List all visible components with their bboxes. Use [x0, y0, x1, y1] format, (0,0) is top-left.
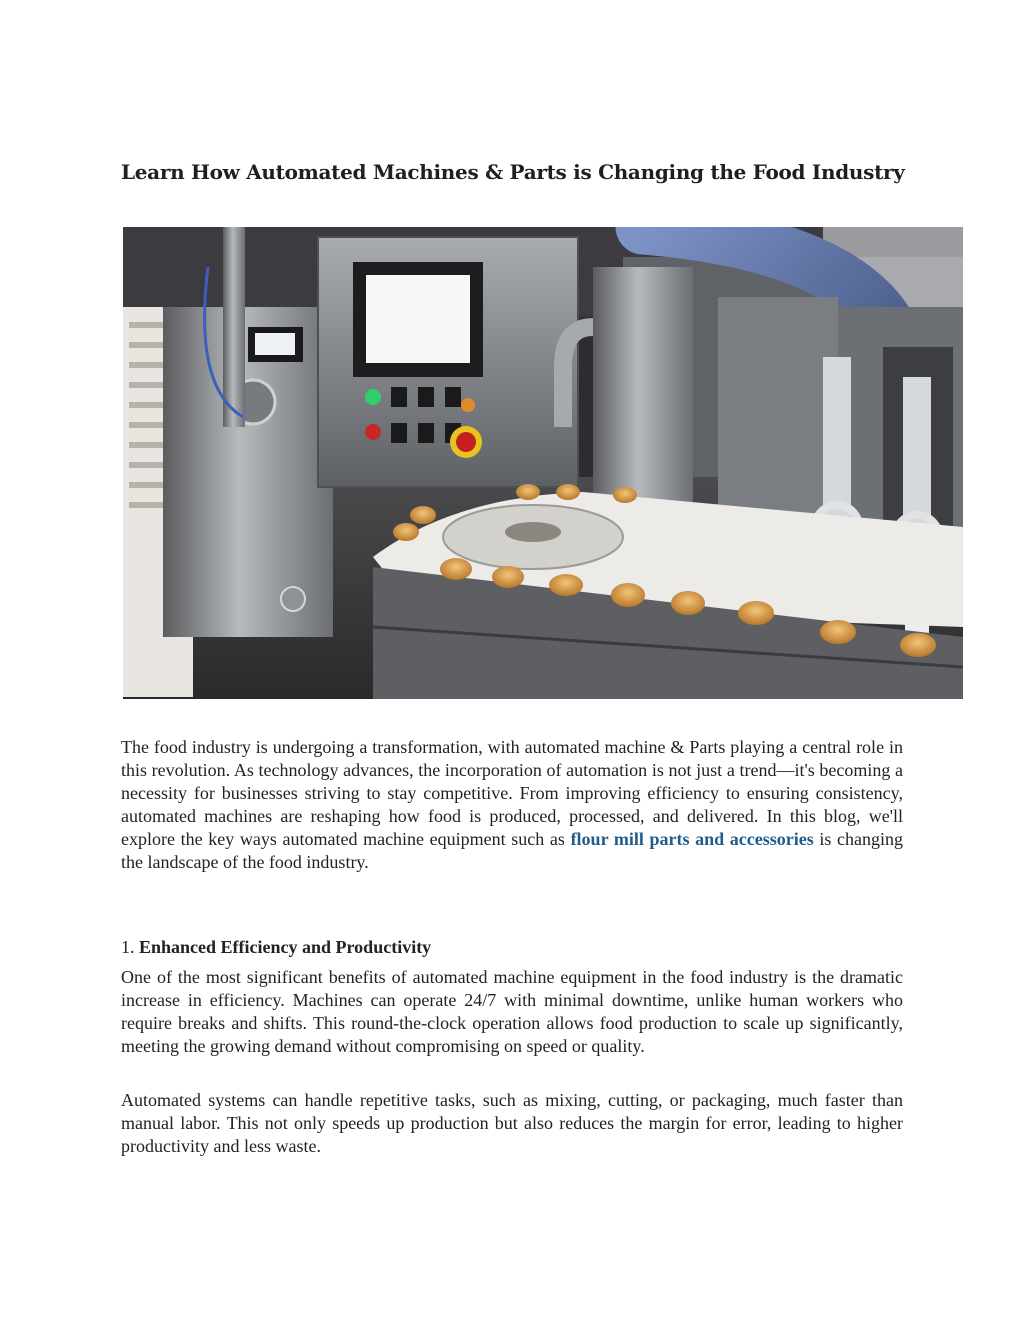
intro-paragraph — [121, 736, 903, 874]
section-number: 1. — [121, 937, 135, 957]
page-title: Learn How Automated Machines & Parts is Changing the Food Industry — [121, 160, 905, 184]
intro-text-before-link: The food industry is undergoing a transformation, with automated machine & Parts playing a central role in this revolution. As technology advances, the incorporation of automation is not just a trend—it's becoming a necessity for businesses striving to stay competitive. From improving efficiency to ensuring consistency, automated machines are reshaping how food is produced, processed, and delivered. In this blog, we'll explore the key ways automated machine equipment such as — [121, 737, 903, 849]
flour-mill-parts-link[interactable]: flour mill parts and accessories — [570, 829, 814, 849]
section-paragraph-2: Automated systems can handle repetitive tasks, such as mixing, cutting, or packaging, much faster than manual labor. This not only speeds up production but also reduces the margin for error, leading to higher productivity and less waste. — [121, 1090, 903, 1156]
section-heading-text: Enhanced Efficiency and Productivity — [139, 937, 432, 957]
section-heading — [121, 936, 903, 959]
intro-text-after-link: is changing the landscape of the food industry. — [121, 829, 904, 872]
hero-image — [123, 227, 963, 699]
section-paragraph-1: One of the most significant benefits of automated machine equipment in the food industry is the dramatic increase in efficiency. Machines can operate 24/7 with minimal downtime, unlike human workers who require breaks and shifts. This round-the-clock operation allows food production to scale up significantly, meeting the growing demand without compromising on speed or quality. — [121, 967, 903, 1056]
